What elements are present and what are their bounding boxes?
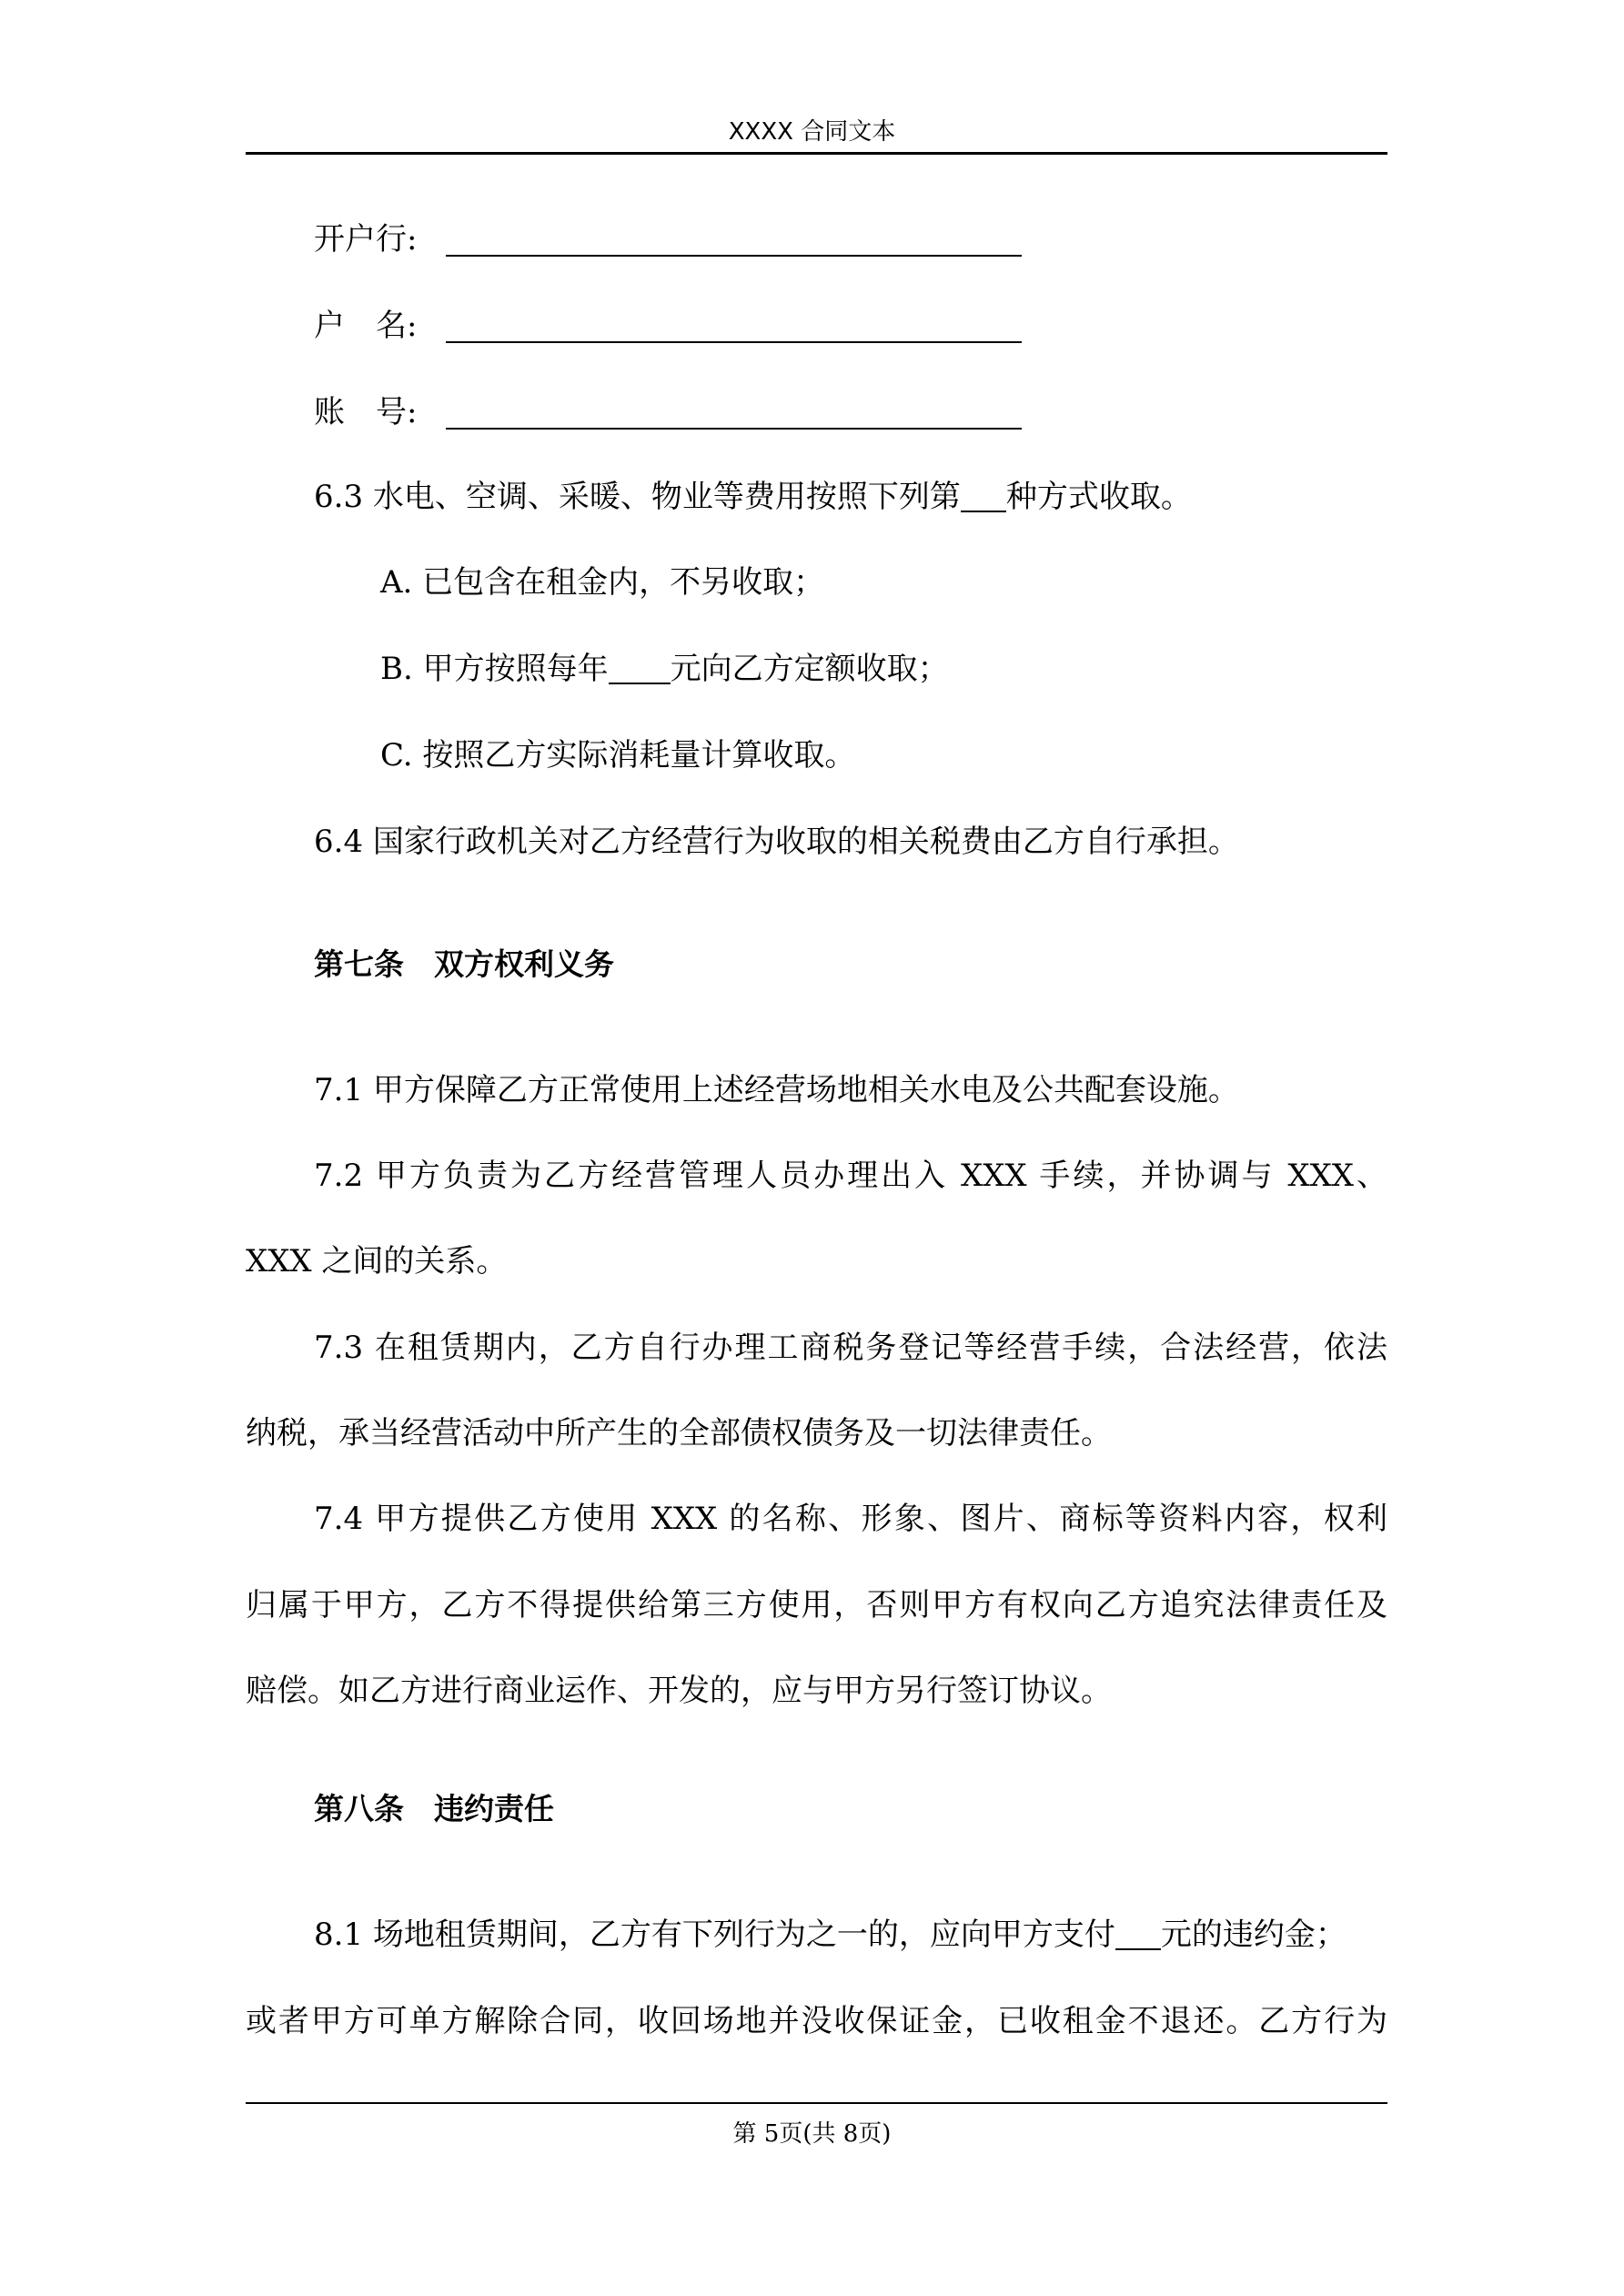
clause-6-4: 6.4 国家行政机关对乙方经营行为收取的相关税费由乙方自行承担。: [314, 824, 1239, 860]
header-rule: [246, 152, 1387, 155]
clause-6-3-text-end: 种方式收取。: [1005, 479, 1192, 515]
account-name-field-label: 户 名:: [314, 308, 418, 344]
section-8-heading: 第八条 违约责任: [314, 1791, 554, 1826]
section-7-heading: 第七条 双方权利义务: [314, 946, 614, 982]
account-name-field-blank: [446, 341, 1022, 343]
account-number-field-row: [314, 392, 417, 432]
account-number-field-blank: [446, 428, 1022, 430]
option-b: [380, 649, 949, 689]
fill-blank: [1115, 1917, 1161, 1950]
page-number: 第 5页(共 8页): [732, 2120, 892, 2148]
clause-8-1-line-1: [314, 1915, 1347, 1955]
page-header-title: XXXX 合同文本: [728, 118, 896, 146]
clause-8-1-line-2: 或者甲方可单方解除合同，收回场地并没收保证金，已收租金不退还。乙方行为: [246, 2003, 1387, 2039]
clause-8-1-text-end: 元的违约金；: [1160, 1917, 1347, 1953]
option-b-text: B. 甲方按照每年: [380, 651, 609, 687]
clause-7-4-line-1: 7.4 甲方提供乙方使用 XXX 的名称、形象、图片、商标等资料内容，权利: [314, 1501, 1387, 1537]
bank-field-blank: [446, 255, 1022, 257]
clause-7-2-line-2: XXX 之间的关系。: [246, 1243, 508, 1279]
clause-7-3-line-1: 7.3 在租赁期内，乙方自行办理工商税务登记等经营手续，合法经营，依法: [314, 1330, 1387, 1366]
bank-field-label: 开户行:: [314, 221, 418, 258]
fill-blank: [961, 480, 1006, 512]
account-number-field-label: 账 号:: [314, 394, 418, 430]
clause-6-3: [314, 477, 1192, 517]
footer-rule: [246, 2102, 1387, 2104]
fill-blank: [609, 652, 671, 684]
option-a: A. 已包含在租金内，不另收取；: [380, 564, 825, 601]
clause-6-3-text: 6.3 水电、空调、采暖、物业等费用按照下列第: [314, 479, 961, 515]
option-c: C. 按照乙方实际消耗量计算收取。: [380, 737, 856, 774]
clause-7-1: 7.1 甲方保障乙方正常使用上述经营场地相关水电及公共配套设施。: [314, 1072, 1239, 1108]
option-b-text-end: 元向乙方定额收取；: [670, 651, 949, 687]
clause-7-2-line-1: 7.2 甲方负责为乙方经营管理人员办理出入 XXX 手续，并协调与 XXX、: [314, 1158, 1387, 1194]
bank-field-row: [314, 219, 417, 259]
clause-8-1-text: 8.1 场地租赁期间，乙方有下列行为之一的，应向甲方支付: [314, 1917, 1115, 1953]
clause-7-3-line-2: 纳税，承当经营活动中所产生的全部债权债务及一切法律责任。: [246, 1415, 1112, 1451]
clause-7-4-line-3: 赔偿。如乙方进行商业运作、开发的，应与甲方另行签订协议。: [246, 1673, 1112, 1709]
clause-7-4-line-2: 归属于甲方，乙方不得提供给第三方使用，否则甲方有权向乙方追究法律责任及: [246, 1587, 1387, 1623]
account-name-field-row: [314, 306, 417, 346]
